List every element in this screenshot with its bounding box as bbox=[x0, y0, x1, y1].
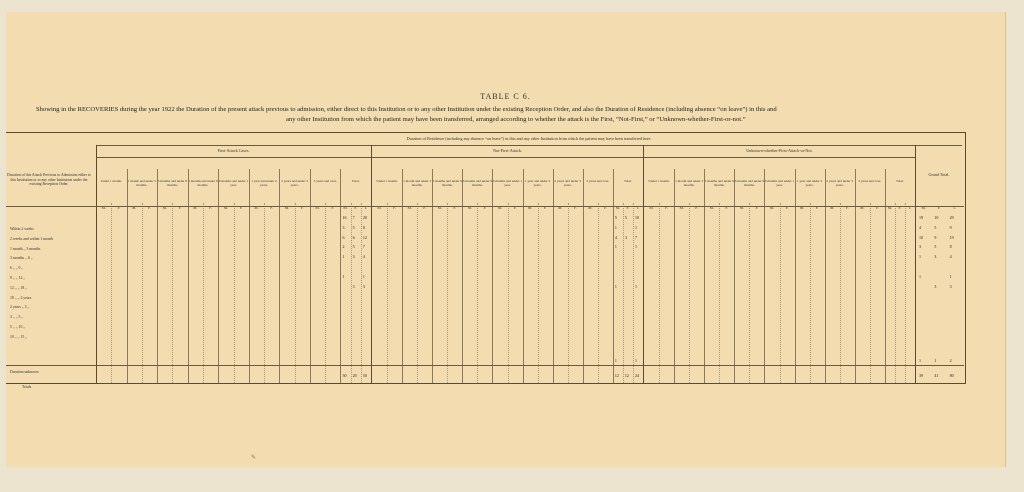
row-label: 5 ,, ,, 10 ,, bbox=[10, 325, 26, 329]
table-cell-value: 10 bbox=[634, 215, 639, 220]
sex-divider bbox=[749, 203, 750, 383]
sex-column-label: F. bbox=[603, 206, 607, 210]
grand-total-cell: 19 bbox=[919, 215, 923, 220]
row-label: 3 ,, ,, 5 ,, bbox=[10, 315, 24, 320]
sex-column-label: M. bbox=[679, 206, 684, 210]
column-subheader: 9 months and under 1 year. bbox=[218, 179, 249, 187]
table-cell-value: 50 bbox=[362, 373, 367, 378]
sex-divider bbox=[477, 203, 478, 383]
table-cell-value: 4 bbox=[614, 234, 617, 240]
table-cell-value: 5 bbox=[614, 215, 617, 220]
table-cell-value: 5 bbox=[624, 215, 627, 220]
grand-total-cell: 41 bbox=[934, 373, 939, 378]
sex-column-label: F. bbox=[393, 206, 396, 210]
table-cell-value: 3 bbox=[352, 283, 355, 289]
column-divider bbox=[613, 169, 614, 383]
table-cell-value: 2 bbox=[342, 244, 345, 250]
sex-column-label: T. bbox=[908, 206, 912, 210]
column-subheader: 1 month and under 3 months. bbox=[403, 179, 432, 187]
duration-of-residence-header: Duration of Residence (including any absence “on leave”) in this and any other Institution from which the patient may have been transferred here. bbox=[96, 133, 962, 146]
table-cell-value: 1 bbox=[634, 283, 637, 289]
sex-divider bbox=[111, 203, 112, 383]
sex-column-label: M. bbox=[527, 206, 533, 210]
grand-total-cell: 10 bbox=[919, 234, 923, 240]
group-first-attack bbox=[96, 145, 372, 383]
table-cell-value: 20 bbox=[352, 373, 357, 378]
grand-total-cell: 29 bbox=[949, 215, 954, 220]
table-number: TABLE C 6. bbox=[480, 92, 531, 101]
table-cell-value: 1 bbox=[614, 358, 617, 363]
grand-total-cell: 1 bbox=[919, 358, 921, 363]
sex-column-label: M. bbox=[254, 206, 259, 210]
sex-column-label: M. bbox=[769, 206, 775, 210]
grand-total-cell: 9 bbox=[949, 224, 952, 230]
sex-column-label: M. bbox=[588, 206, 593, 210]
sex-column-label: F. bbox=[300, 206, 304, 210]
sex-divider bbox=[264, 203, 265, 383]
sex-column-label: F. bbox=[875, 206, 879, 210]
sex-divider bbox=[633, 203, 634, 383]
column-divider bbox=[279, 169, 280, 383]
row-label: 12 ,, ,, 18 ,, bbox=[10, 285, 28, 290]
grand-total-cell: 4 bbox=[949, 254, 952, 260]
sex-divider bbox=[623, 203, 624, 383]
column-subheader: 1 year and under 2 years. bbox=[524, 179, 551, 187]
sex-divider bbox=[325, 203, 326, 383]
sex-divider bbox=[234, 203, 235, 383]
sex-divider bbox=[508, 203, 509, 383]
grand-total-cell: 39 bbox=[919, 373, 923, 378]
table-cell-value: 12 bbox=[614, 373, 619, 378]
table-cell-value: 1 bbox=[342, 254, 345, 260]
sex-divider bbox=[361, 203, 362, 383]
grand-total-cell: 5 bbox=[934, 244, 937, 250]
column-subheader: Total. bbox=[624, 179, 632, 183]
sex-column-label: F. bbox=[543, 206, 547, 210]
sex-column-label: F. bbox=[845, 206, 849, 210]
column-subheader: Total. bbox=[351, 179, 360, 183]
table-cell-value: 1 bbox=[342, 273, 345, 279]
column-subheader: 3 years and over. bbox=[586, 179, 610, 183]
sex-column-label: F. bbox=[573, 206, 577, 210]
column-divider bbox=[218, 169, 219, 383]
grand-sex-label: M. bbox=[921, 206, 926, 210]
column-subheader: 3 months and under 6 months. bbox=[704, 179, 734, 187]
sex-column-label: F. bbox=[178, 206, 182, 210]
table-title-line-1: Showing in the RECOVERIES during the year 1922 the Duration of the present attack previous to admission, either direct to this Institution or to any other Institution under the existing Reception Order, and also the Duration of Residence (including absence “on leave”) in this and bbox=[36, 106, 777, 113]
row-label-unknown: Duration unknown bbox=[10, 370, 39, 374]
table-cell-value: 1 bbox=[634, 224, 637, 230]
grand-total-cell: 80 bbox=[949, 373, 954, 378]
grand-total-cell: 10 bbox=[934, 215, 939, 220]
table-cell-value: 6 bbox=[342, 234, 345, 240]
column-subheader: 6 months and under 9 months. bbox=[462, 179, 493, 187]
grand-total-title: Grand Total. bbox=[928, 172, 950, 177]
sex-divider bbox=[142, 203, 143, 383]
column-divider bbox=[523, 169, 524, 383]
grand-total-cell: 8 bbox=[949, 244, 952, 250]
sex-divider bbox=[780, 203, 781, 383]
column-divider bbox=[188, 169, 189, 383]
sex-divider bbox=[568, 203, 569, 383]
table-cell-value: 16 bbox=[342, 215, 347, 220]
column-divider bbox=[825, 169, 826, 383]
column-subheader: 2 years and under 3 years. bbox=[554, 179, 581, 187]
sex-column-label: F. bbox=[665, 206, 668, 210]
group-title-not-first-attack: Not-First-Attack. bbox=[372, 145, 643, 158]
sex-column-label: M. bbox=[284, 206, 290, 210]
sex-column-label: F. bbox=[725, 206, 729, 210]
column-divider bbox=[704, 169, 705, 383]
table-cell-value: 20 bbox=[362, 215, 367, 220]
grand-total-cell: 3 bbox=[934, 254, 937, 260]
sex-column-label: T. bbox=[364, 206, 368, 210]
column-divider bbox=[432, 169, 433, 383]
sex-column-label: M. bbox=[709, 206, 714, 210]
table-cell-value: 12 bbox=[362, 234, 367, 240]
grand-total-cell: 4 bbox=[919, 224, 921, 230]
column-divider bbox=[553, 169, 554, 383]
grand-total-cell: 2 bbox=[949, 358, 952, 363]
column-subheader: 1 year and under 2 years. bbox=[796, 179, 823, 187]
column-subheader: 3 years and over. bbox=[858, 179, 882, 183]
column-subheader: 1 month and under 3 months. bbox=[675, 179, 704, 187]
sex-divider bbox=[203, 203, 204, 383]
sex-column-label: M. bbox=[343, 206, 348, 210]
left-label-column bbox=[6, 145, 97, 389]
sex-column-label: F. bbox=[513, 206, 517, 210]
sex-column-label: M. bbox=[132, 206, 137, 210]
grand-total-cell: 1 bbox=[919, 273, 921, 279]
column-subheader: 6 months and under 9 months. bbox=[734, 179, 765, 187]
sex-column-label: M. bbox=[558, 206, 563, 210]
column-subheader: Under 1 month. bbox=[376, 179, 398, 183]
sex-column-label: M. bbox=[649, 206, 654, 210]
sex-divider bbox=[351, 203, 352, 383]
sex-column-label: M. bbox=[315, 206, 320, 210]
column-divider bbox=[764, 169, 765, 383]
row-label: 1 month ,, 3 months bbox=[10, 246, 41, 251]
grand-total-cell: 1 bbox=[934, 358, 937, 363]
grand-total-cell: 1 bbox=[919, 254, 921, 260]
table-cell-value: 3 bbox=[624, 234, 627, 240]
grand-total-cell: 3 bbox=[919, 244, 921, 250]
grand-total-cell: 3 bbox=[934, 283, 937, 289]
page-mark: ✎ bbox=[251, 455, 257, 461]
group-title-unknown-attack: Unknown-whether-First-Attack-or-Not. bbox=[644, 145, 915, 158]
sex-column-label: F. bbox=[898, 206, 902, 210]
row-label-totals: Totals bbox=[22, 385, 32, 389]
sex-column-label: M. bbox=[830, 206, 835, 210]
column-divider bbox=[462, 169, 463, 383]
sex-divider bbox=[689, 203, 690, 383]
sex-divider bbox=[417, 203, 418, 383]
grand-total-cell: 9 bbox=[934, 234, 937, 240]
grand-total-cell: 5 bbox=[934, 224, 937, 230]
table-cell-value: 1 bbox=[362, 273, 365, 279]
sex-divider bbox=[295, 203, 296, 383]
table-cell-value: 7 bbox=[362, 244, 365, 250]
table-title-line-2: any other Institution from which the patient may have been transferred, arranged according to whether the attack is the First, “Not-First,” or “Unknown-whether-First-or-not.” bbox=[286, 116, 746, 123]
column-divider bbox=[583, 169, 584, 383]
column-subheader: 1 year and under 2 years. bbox=[251, 179, 277, 187]
grand-total-cell: 1 bbox=[949, 273, 952, 279]
table-cell-value: 1 bbox=[614, 283, 617, 289]
sex-column-label: M. bbox=[377, 206, 382, 210]
sex-column-label: F. bbox=[453, 206, 457, 210]
grand-sex-label: F. bbox=[937, 206, 941, 210]
sex-column-label: F. bbox=[483, 206, 487, 210]
sex-column-label: F. bbox=[755, 206, 759, 210]
sex-divider bbox=[538, 203, 539, 383]
sex-column-label: F. bbox=[815, 206, 819, 210]
row-label: 3 months ,, 6 ,, bbox=[10, 256, 33, 261]
column-subheader: 2 years and under 3 years. bbox=[281, 179, 308, 187]
column-divider bbox=[127, 169, 128, 383]
sex-column-label: M. bbox=[739, 206, 745, 210]
sex-column-label: F. bbox=[354, 206, 358, 210]
sex-column-label: F. bbox=[148, 206, 151, 210]
sex-divider bbox=[387, 203, 388, 383]
row-label: 2 weeks and within 1 month bbox=[10, 236, 53, 241]
sex-divider bbox=[719, 203, 720, 383]
row-label: 6 ,, ,, 9 ,, bbox=[10, 266, 24, 271]
column-divider bbox=[855, 169, 856, 383]
row-label: 2 years ,, 3 ,, bbox=[10, 305, 30, 310]
sex-column-label: F. bbox=[626, 206, 630, 210]
column-divider bbox=[249, 169, 250, 383]
table-cell-value: 24 bbox=[634, 373, 639, 378]
sex-column-label: M. bbox=[407, 206, 412, 210]
row-label: 10 ,, ,, 15 ,, bbox=[10, 334, 28, 339]
sex-column-label: F. bbox=[423, 206, 427, 210]
table-cell-value: 1 bbox=[634, 358, 637, 363]
column-subheader: 6 months and under 9 months. bbox=[188, 179, 218, 187]
sex-column-label: F. bbox=[270, 206, 274, 210]
column-subheader: 9 months and under 1 year. bbox=[492, 179, 523, 187]
table-cell-value: 3 bbox=[362, 283, 365, 289]
column-subheader: 2 years and under 3 years. bbox=[826, 179, 853, 187]
row-label: 18 ,, ,, 2 years bbox=[10, 295, 32, 300]
sex-divider bbox=[895, 203, 896, 383]
column-subheader: 3 years and over. bbox=[313, 179, 337, 183]
column-subheader: 9 months and under 1 year. bbox=[764, 179, 795, 187]
sex-column-label: F. bbox=[695, 206, 699, 210]
sex-column-label: M. bbox=[437, 206, 442, 210]
column-subheader: 3 months and under 6 months. bbox=[157, 179, 188, 187]
sex-divider bbox=[659, 203, 660, 383]
sex-column-label: M. bbox=[887, 206, 893, 210]
table-cell-value: 12 bbox=[624, 373, 629, 378]
sex-column-label: M. bbox=[467, 206, 473, 210]
table-cell-value: 3 bbox=[342, 224, 345, 230]
statistics-table bbox=[6, 132, 966, 389]
grand-total-column bbox=[916, 145, 962, 383]
sex-column-label: F. bbox=[239, 206, 243, 210]
column-subheader: 3 months and under 6 months. bbox=[432, 179, 462, 187]
sex-column-label: M. bbox=[497, 206, 503, 210]
sex-column-label: M. bbox=[101, 206, 106, 210]
sex-divider bbox=[598, 203, 599, 383]
sex-column-label: T. bbox=[636, 206, 640, 210]
table-cell-value: 30 bbox=[342, 373, 347, 378]
table-cell-value: 1 bbox=[614, 244, 617, 250]
sex-column-label: M. bbox=[223, 206, 229, 210]
sex-column-label: F. bbox=[785, 206, 789, 210]
row-label: Within 2 weeks bbox=[10, 227, 34, 231]
column-divider bbox=[674, 169, 675, 383]
sex-divider bbox=[870, 203, 871, 383]
column-divider bbox=[492, 169, 493, 383]
sex-divider bbox=[447, 203, 448, 383]
column-subheader: 1 month and under 3 months. bbox=[127, 179, 156, 187]
sex-column-label: F. bbox=[117, 206, 121, 210]
table-cell-value: 3 bbox=[352, 254, 355, 260]
left-column-header: Duration of this Attack Previous to Admission either to this Institution or to any other Institution under the existing Reception Order. bbox=[7, 173, 91, 187]
header-rule bbox=[6, 206, 964, 207]
grand-total-cell: 19 bbox=[949, 234, 954, 240]
sex-divider bbox=[172, 203, 173, 383]
table-cell-value: 6 bbox=[352, 234, 355, 240]
group-not-first-attack bbox=[372, 145, 644, 383]
row-label: 9 ,, ,, 12 ,, bbox=[10, 276, 26, 280]
group-unknown-attack bbox=[644, 145, 916, 383]
sex-divider bbox=[810, 203, 811, 383]
column-divider bbox=[310, 169, 311, 383]
sex-column-label: F. bbox=[209, 206, 212, 210]
table-cell-value: 5 bbox=[352, 224, 355, 230]
column-divider bbox=[795, 169, 796, 383]
sex-column-label: M. bbox=[860, 206, 865, 210]
table-cell-value: 7 bbox=[634, 234, 637, 240]
table-cell-value: 1 bbox=[614, 224, 617, 230]
column-divider bbox=[885, 169, 886, 383]
column-divider bbox=[340, 169, 341, 383]
grand-sex-label: T. bbox=[952, 206, 956, 210]
table-cell-value: 5 bbox=[352, 244, 355, 250]
sex-column-label: M. bbox=[193, 206, 198, 210]
grand-total-cell: 3 bbox=[949, 283, 952, 289]
table-cell-value: 8 bbox=[362, 224, 365, 230]
column-divider bbox=[157, 169, 158, 383]
table-cell-value: 7 bbox=[352, 215, 355, 220]
sex-column-label: M. bbox=[162, 206, 167, 210]
document-sheet bbox=[6, 12, 1006, 467]
table-cell-value: 1 bbox=[634, 244, 637, 250]
column-subheader: Under 1 month. bbox=[100, 179, 122, 183]
column-divider bbox=[734, 169, 735, 383]
sex-divider bbox=[905, 203, 906, 383]
group-title-first-attack: First-Attack Cases. bbox=[96, 145, 371, 158]
column-subheader: Under 1 month. bbox=[648, 179, 670, 183]
table-cell-value: 4 bbox=[362, 254, 365, 260]
sex-column-label: M. bbox=[615, 206, 621, 210]
column-subheader: Total. bbox=[896, 179, 904, 183]
sex-column-label: M. bbox=[799, 206, 805, 210]
column-divider bbox=[402, 169, 403, 383]
totals-rule bbox=[6, 365, 964, 366]
sex-column-label: F. bbox=[331, 206, 335, 210]
sex-divider bbox=[840, 203, 841, 383]
